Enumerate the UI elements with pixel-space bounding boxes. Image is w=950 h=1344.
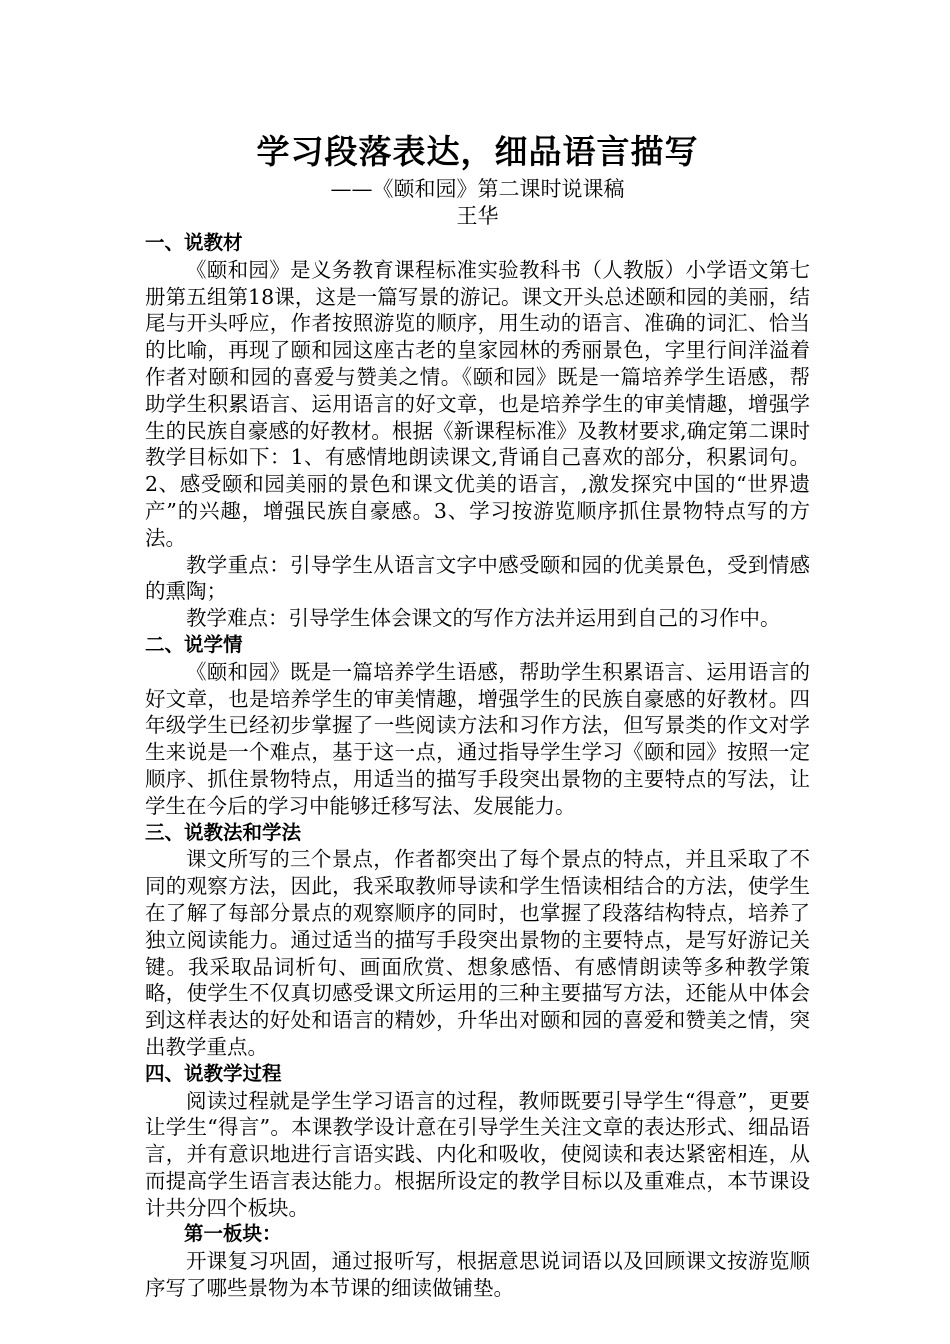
section-teaching-methods [145, 820, 810, 1061]
paragraph: 教学难点：引导学生体会课文的写作方法并运用到自己的习作中。 [186, 606, 781, 631]
section-heading: 三、说教法和学法 [145, 820, 302, 844]
paragraph: 阅读过程就是学生学习语言的过程，教师既要引导学生“得意”，更要让学生“得言”。本课教学设计意在引导学生关注文章的表达形式、细品语言，并有意识地进行言语实践、内化和吸收，使阅读和表达紧密相连，从而提高学生语言表达能力。根据所设定的教学目标以及重难点，本节课设计共分四个板块。 [145, 1088, 810, 1220]
author-name: 王华 [456, 204, 499, 228]
section-heading: 四、说教学过程 [145, 1061, 282, 1085]
section-student-situation [145, 632, 810, 820]
section-heading: 一、说教材 [145, 231, 243, 254]
section-teaching-process [145, 1061, 810, 1302]
paragraph: 开课复习巩固，通过报听写，根据意思说词语以及回顾课文按游览顺序写了哪些景物为本节课的细读做铺垫。 [145, 1249, 810, 1301]
section-heading: 二、说学情 [145, 632, 243, 656]
paragraph: 《颐和园》既是一篇培养学生语感，帮助学生积累语言、运用语言的好文章，也是培养学生的审美情趣，增强学生的民族自豪感的好教材。四年级学生已经初步掌握了一些阅读方法和习作方法，但写景类的作文对学生来说是一个难点，基于这一点，通过指导学生学习《颐和园》按照一定顺序、抓住景物特点，用适当的描写手段突出景物的主要特点的写法，让学生在今后的学习中能够迁移写法、发展能力。 [145, 659, 810, 818]
paragraph: 教学重点：引导学生从语言文字中感受颐和园的优美景色，受到情感的熏陶； [145, 552, 810, 604]
section-teaching-material [145, 230, 810, 632]
document-subtitle: ——《颐和园》第二课时说课稿 [330, 177, 625, 201]
paragraph: 课文所写的三个景点，作者都突出了每个景点的特点，并且采取了不同的观察方法，因此，我采取教师导读和学生悟读相结合的方法，使学生在了解了每部分景点的观察顺序的同时，也掌握了段落结构特点，培养了独立阅读能力。通过适当的描写手段突出景物的主要特点，是写好游记关键。我采取品词析句、画面欣赏、想象感悟、有感情朗读等多种教学策略，使学生不仅真切感受课文所运用的三种主要描写方法，还能从中体会到这样表达的好处和语言的精妙，升华出对颐和园的喜爱和赞美之情，突出教学重点。 [145, 847, 810, 1059]
subsection-heading: 第一板块： [184, 1222, 282, 1246]
paragraph: 《颐和园》是义务教育课程标准实验教科书（人教版）小学语文第七册第五组第18课，这是一篇写景的游记。课文开头总述颐和园的美丽，结尾与开头呼应，作者按照游览的顺序，用生动的语言、准确的词汇、恰当的比喻，再现了颐和园这座古老的皇家园林的秀丽景色，字里行间洋溢着作者对颐和园的喜爱与赞美之情。《颐和园》既是一篇培养学生语感，帮助学生积累语言、运用语言的好文章，也是培养学生的审美情趣，增强学生的民族自豪感的好教材。根据《新课程标准》及教材要求,确定第二课时教学目标如下：1、有感情地朗读课文,背诵自己喜欢的部分，积累词句。2、感受颐和园美丽的景色和课文优美的语言，,激发探究中国的“世界遗产”的兴趣，增强民族自豪感。3、学习按游览顺序抓住景物特点写的方法。 [145, 257, 810, 550]
document-title: 学习段落表达，细品语言描写 [256, 132, 699, 171]
document-page [145, 128, 810, 1302]
